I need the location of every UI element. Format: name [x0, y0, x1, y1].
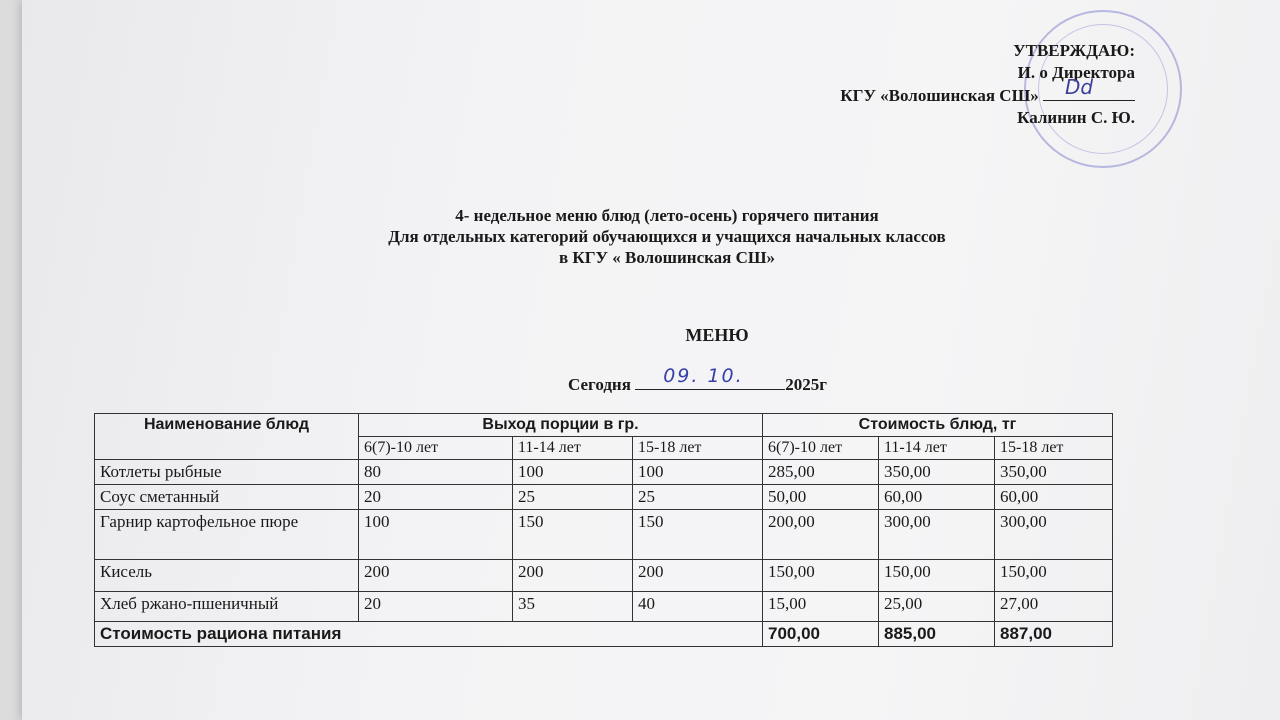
portion-cell: 20 [359, 485, 513, 510]
cost-age-1: 6(7)-10 лет [763, 437, 879, 460]
cost-cell: 15,00 [763, 592, 879, 622]
table-row [95, 485, 1113, 510]
cost-cell: 150,00 [879, 560, 995, 592]
approval-title: УТВЕРЖДАЮ: [1013, 41, 1135, 60]
header-cost: Стоимость блюд, тг [763, 414, 1113, 437]
date-year: 2025г [785, 375, 827, 394]
heading-line-3: в КГУ « Волошинская СШ» [558, 248, 776, 267]
portion-cell: 80 [359, 460, 513, 485]
total-cost: 885,00 [879, 622, 995, 647]
cost-cell: 25,00 [879, 592, 995, 622]
total-label: Стоимость рациона питания [95, 622, 763, 647]
portion-cell: 20 [359, 592, 513, 622]
handwritten-date: 09. 10. [663, 365, 744, 387]
portion-cell: 100 [359, 510, 513, 560]
cost-cell: 60,00 [995, 485, 1113, 510]
header-dish: Наименование блюд [95, 414, 359, 460]
portion-cell: 100 [513, 460, 633, 485]
cost-cell: 150,00 [763, 560, 879, 592]
approval-block [840, 40, 1135, 129]
signature: Dd [1065, 75, 1094, 99]
heading-line-1: 4- недельное меню блюд (лето-осень) горячего питания [455, 206, 879, 225]
portion-cell: 25 [513, 485, 633, 510]
portion-age-1: 6(7)-10 лет [359, 437, 513, 460]
cost-cell: 350,00 [879, 460, 995, 485]
portion-cell: 40 [633, 592, 763, 622]
menu-table [94, 413, 1113, 647]
signature-line [1043, 75, 1135, 101]
cost-cell: 350,00 [995, 460, 1113, 485]
portion-cell: 200 [513, 560, 633, 592]
cost-cell: 300,00 [995, 510, 1113, 560]
document-page [22, 0, 1280, 720]
portion-cell: 200 [633, 560, 763, 592]
table-row [95, 460, 1113, 485]
table-row [95, 592, 1113, 622]
cost-age-2: 11-14 лет [879, 437, 995, 460]
portion-age-2: 11-14 лет [513, 437, 633, 460]
portion-cell: 150 [633, 510, 763, 560]
cost-cell: 150,00 [995, 560, 1113, 592]
total-cost: 887,00 [995, 622, 1113, 647]
header-row [95, 414, 1113, 437]
portion-cell: 100 [633, 460, 763, 485]
dish-name: Хлеб ржано-пшеничный [95, 592, 359, 622]
portion-cell: 150 [513, 510, 633, 560]
portion-cell: 200 [359, 560, 513, 592]
portion-age-3: 15-18 лет [633, 437, 763, 460]
dish-name: Гарнир картофельное пюре [95, 510, 359, 560]
cost-cell: 50,00 [763, 485, 879, 510]
cost-cell: 300,00 [879, 510, 995, 560]
dish-name: Кисель [95, 560, 359, 592]
approval-role: И. о Директора [1017, 63, 1135, 82]
menu-title: МЕНЮ [685, 325, 749, 345]
cost-cell: 200,00 [763, 510, 879, 560]
total-cost: 700,00 [763, 622, 879, 647]
cost-cell: 285,00 [763, 460, 879, 485]
header-portion: Выход порции в гр. [359, 414, 763, 437]
approval-org-line [840, 75, 1135, 107]
table-row [95, 510, 1113, 560]
approval-org: КГУ «Волошинская СШ» [840, 86, 1039, 105]
heading-line-2: Для отдельных категорий обучающихся и учащихся начальных классов [388, 227, 946, 246]
dish-name: Котлеты рыбные [95, 460, 359, 485]
portion-cell: 35 [513, 592, 633, 622]
approval-name: Калинин С. Ю. [1017, 108, 1135, 127]
date-blank [635, 365, 785, 390]
date-line [568, 365, 827, 395]
portion-cell: 25 [633, 485, 763, 510]
total-row [95, 622, 1113, 647]
cost-cell: 60,00 [879, 485, 995, 510]
cost-cell: 27,00 [995, 592, 1113, 622]
cost-age-3: 15-18 лет [995, 437, 1113, 460]
document-heading [22, 205, 1280, 268]
table-row [95, 560, 1113, 592]
dish-name: Соус сметанный [95, 485, 359, 510]
date-label: Сегодня [568, 375, 631, 394]
